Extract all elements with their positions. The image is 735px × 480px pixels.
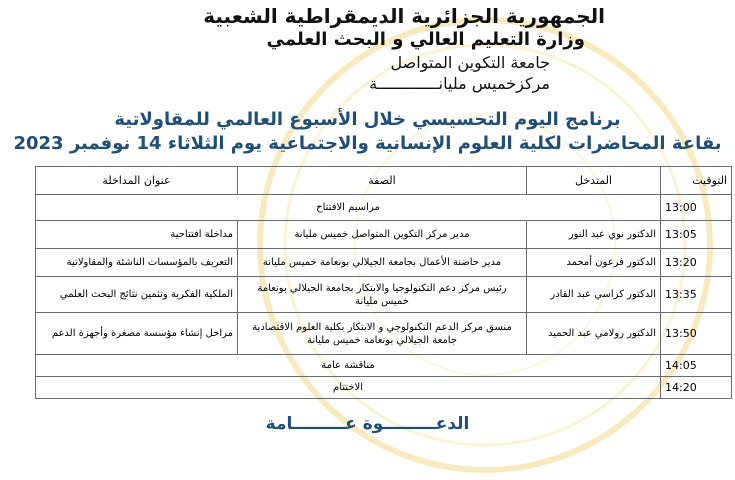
header-speaker: المتدخل [527, 167, 661, 195]
speaker-cell: الدكتور كراسي عبد القادر [527, 277, 661, 313]
table-row [36, 195, 732, 221]
center-name: مركزخميس مليانـــــــــــــة [369, 74, 550, 93]
topic-cell: مداخلة افتتاحية [36, 221, 238, 249]
program-title: برنامج اليوم التحسيسي خلال الأسبوع العالمي للمقاولاتية [114, 109, 621, 130]
table-row [36, 377, 732, 399]
time-cell: 13:50 [661, 313, 732, 355]
table-row [36, 277, 732, 313]
letterhead [85, 4, 605, 94]
role-cell: رئيس مركز دعم التكنولوجيا والابتكار بجامعة الجيلالي بونعامة خميس مليانة [238, 277, 527, 313]
time-cell: 13:20 [661, 249, 732, 277]
header-time: التوقيت [661, 167, 732, 195]
table-header-row [36, 167, 732, 195]
program-table [35, 166, 732, 399]
merged-cell: مراسيم الافتتاح [36, 195, 661, 221]
speaker-cell: الدكتور فرعون أمحمد [527, 249, 661, 277]
time-cell: 13:00 [661, 195, 732, 221]
time-cell: 13:05 [661, 221, 732, 249]
table-row [36, 313, 732, 355]
header-topic: عنوان المداخلة [36, 167, 238, 195]
speaker-cell: الدكتور رولامي عبد الحميد [527, 313, 661, 355]
role-cell: منسق مركز الدعم التكنولوجي و الابتكار بكلية العلوم الاقتصادية جامعة الجيلالي بونعامة خميس مليانة [238, 313, 527, 355]
republic-name: الجمهورية الجزائرية الديمقراطية الشعبية [203, 4, 605, 28]
time-cell: 14:20 [661, 377, 732, 399]
table-row [36, 355, 732, 377]
topic-cell: مراحل إنشاء مؤسسة مصغرة وأجهزة الدعم [36, 313, 238, 355]
program-titles [0, 108, 735, 156]
time-cell: 14:05 [661, 355, 732, 377]
header-role: الصفة [238, 167, 527, 195]
role-cell: مدير مركز التكوين المتواصل خميس مليانة [238, 221, 527, 249]
topic-cell: الملكية الفكرية وتثمين نتائج البحث العلمي [36, 277, 238, 313]
table-row [36, 221, 732, 249]
ministry-name: وزارة التعليم العالي و البحث العلمي [266, 29, 585, 50]
public-invitation-note: الدعـــــــــوة عـــــــــامة [265, 414, 470, 434]
university-name: جامعة التكوين المتواصل [390, 53, 550, 72]
table-row [36, 249, 732, 277]
speaker-cell: الدكتور نوي عبد النور [527, 221, 661, 249]
topic-cell: التعريف بالمؤسسات الناشئة والمقاولاتية [36, 249, 238, 277]
time-cell: 13:35 [661, 277, 732, 313]
merged-cell: مناقشة عامة [36, 355, 661, 377]
merged-cell: الاختتام [36, 377, 661, 399]
program-venue-date: بقاعة المحاضرات لكلية العلوم الإنسانية والاجتماعية يوم الثلاثاء 14 نوفمبر 2023 [13, 133, 722, 154]
role-cell: مدير حاضنة الأعمال بجامعة الجيلالي بونعامة خميس مليانة [238, 249, 527, 277]
